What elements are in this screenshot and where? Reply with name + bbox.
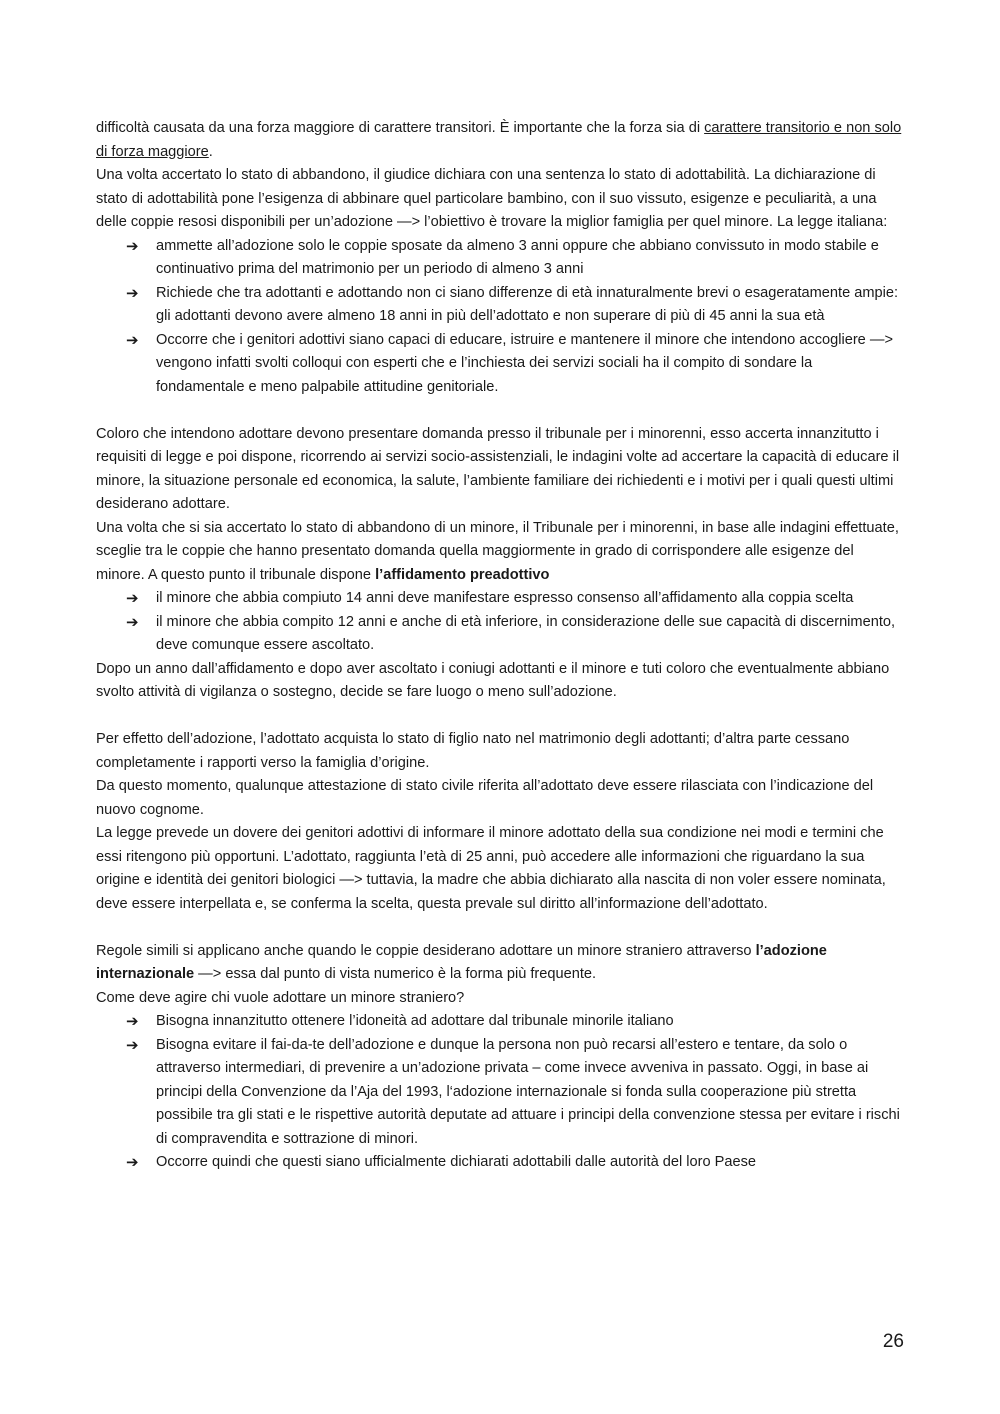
list-item: ➔ ammette all’adozione solo le coppie sposate da almeno 3 anni oppure che abbiano convissuto in modo stabile e continuativo prima del matrimonio per un periodo di almeno 3 anni bbox=[126, 236, 879, 277]
right-arrow-icon: ➔ bbox=[126, 612, 139, 631]
paragraph-1: difficoltà causata da una forza maggiore di carattere transitori. È importante che la forza sia di carattere transitorio e non solo di forza maggiore. bbox=[96, 120, 902, 160]
bold-text: l’affidamento preadottivo bbox=[375, 566, 550, 583]
right-arrow-icon: ➔ bbox=[126, 283, 139, 302]
international-adoption-list bbox=[96, 1010, 904, 1175]
underlined-text: carattere transitorio e non solo di forza maggiore bbox=[96, 120, 902, 160]
document-body bbox=[96, 117, 904, 1175]
paragraph-6: Per effetto dell’adozione, l’adottato acquista lo stato di figlio nato nel matrimonio degli adottanti; d’altra parte cessano completamente i rapporti verso la famiglia d’origine. bbox=[96, 731, 850, 771]
list-item: ➔ Richiede che tra adottanti e adottando non ci siano differenze di età innaturalmente brevi o esageratamente ampie: gli adottanti devono avere almeno 18 anni in più dell’adottato e non superare di più di 45 anni la sua età bbox=[126, 283, 899, 324]
spacer bbox=[96, 399, 904, 423]
paragraph-8: La legge prevede un dovere dei genitori adottivi di informare il minore adottato della sua condizione nei modi e termini che essi ritengono più opportuni. L’adottato, raggiunta l’età di 25 anni, può accedere alle informazioni che riguardano la sua origine e identità dei genitori biologici —> tuttavia, la madre che abbia dichiarato alla nascita di non voler essere nominata, deve essere interpellata e, se conferma la scelta, questa prevale sul diritto all’informazione dell’adottato. bbox=[96, 825, 886, 912]
list-item: ➔ Bisogna evitare il fai-da-te dell’adozione e dunque la persona non può recarsi all’estero e tentare, da solo o attraverso intermediari, di prevenire a un’adozione privata – come invece avveniva in passato. Oggi, in base ai principi della Convenzione da l’Aja del 1993, l‘adozione internazionale si fonda sulla cooperazione più stretta possibile tra gli stati e le rispettive autorità deputate ad attuare i principi della convenzione stessa per evitare i rischi di compravendita e sottrazione di minori. bbox=[126, 1035, 900, 1147]
right-arrow-icon: ➔ bbox=[126, 1012, 139, 1030]
spacer bbox=[96, 916, 904, 940]
paragraph-5: Dopo un anno dall’affidamento e dopo aver ascoltato i coniugi adottanti e il minore e tuti coloro che eventualmente abbiano svolto attività di vigilanza o sostegno, decide se fare luogo o meno sull’adozione. bbox=[96, 660, 890, 700]
paragraph-2: Una volta accertato lo stato di abbandono, il giudice dichiara con una sentenza lo stato di adottabilità. La dichiarazione di stato di adottabilità pone l’esigenza di abbinare quel particolare bambino, con il suo vissuto, esigenze e peculiarità, a una delle coppie resosi disponibili per un’adozione —> l’obiettivo è trovare la miglior famiglia per quel minore. La legge italiana: bbox=[96, 167, 888, 230]
requirements-list bbox=[96, 235, 904, 400]
right-arrow-icon: ➔ bbox=[126, 236, 139, 255]
consent-list bbox=[96, 587, 904, 658]
bold-text: l’adozione internazionale bbox=[96, 942, 827, 982]
right-arrow-icon: ➔ bbox=[126, 589, 139, 607]
list-item: ➔ Occorre che i genitori adottivi siano capaci di educare, istruire e mantenere il minore che intendono accogliere —> vengono infatti svolti colloqui con esperti che e l’inchiesta dei servizi sociali ha il compito di sondare la fondamentale e meno palpabile attitudine genitoriale. bbox=[126, 330, 893, 395]
paragraph-10: Come deve agire chi vuole adottare un minore straniero? bbox=[96, 989, 465, 1006]
list-item: ➔ il minore che abbia compiuto 14 anni deve manifestare espresso consenso all’affidamento alla coppia scelta bbox=[96, 587, 904, 611]
list-item: ➔ il minore che abbia compito 12 anni e anche di età inferiore, in considerazione delle sue capacità di discernimento, deve comunque essere ascoltato. bbox=[126, 612, 896, 653]
right-arrow-icon: ➔ bbox=[126, 330, 139, 349]
list-item: ➔ Occorre quindi che questi siano ufficialmente dichiarati adottabili dalle autorità del loro Paese bbox=[96, 1151, 904, 1175]
spacer bbox=[96, 705, 904, 729]
list-item: ➔ Bisogna innanzitutto ottenere l’idoneità ad adottare dal tribunale minorile italiano bbox=[96, 1010, 904, 1034]
paragraph-7: Da questo momento, qualunque attestazione di stato civile riferita all’adottato deve essere rilasciata con l’indicazione del nuovo cognome. bbox=[96, 778, 874, 818]
paragraph-9: Regole simili si applicano anche quando le coppie desiderano adottare un minore straniero attraverso l’adozione internazionale —> essa dal punto di vista numerico è la forma più frequente. bbox=[96, 942, 827, 982]
right-arrow-icon: ➔ bbox=[126, 1153, 139, 1171]
paragraph-3: Coloro che intendono adottare devono presentare domanda presso il tribunale per i minorenni, esso accerta innanzitutto i requisiti di legge e poi dispone, ricorrendo ai servizi socio-assistenziali, le indagini volte ad accertare la capacità di educare il minore, la situazione personale ed economica, la salute, l’ambiente familiare dei richiedenti e i motivi per i quali questi ultimi desiderano adottare. bbox=[96, 425, 900, 512]
page-number: 26 bbox=[882, 1331, 904, 1352]
paragraph-4: Una volta che si sia accertato lo stato di abbandono di un minore, il Tribunale per i minorenni, in base alle indagini effettuate, sceglie tra le coppie che hanno presentato domanda quella maggiormente in grado di corrispondere alle esigenze del minore. A questo punto il tribunale dispone l’affidamento preadottivo bbox=[96, 519, 899, 583]
right-arrow-icon: ➔ bbox=[126, 1035, 139, 1054]
